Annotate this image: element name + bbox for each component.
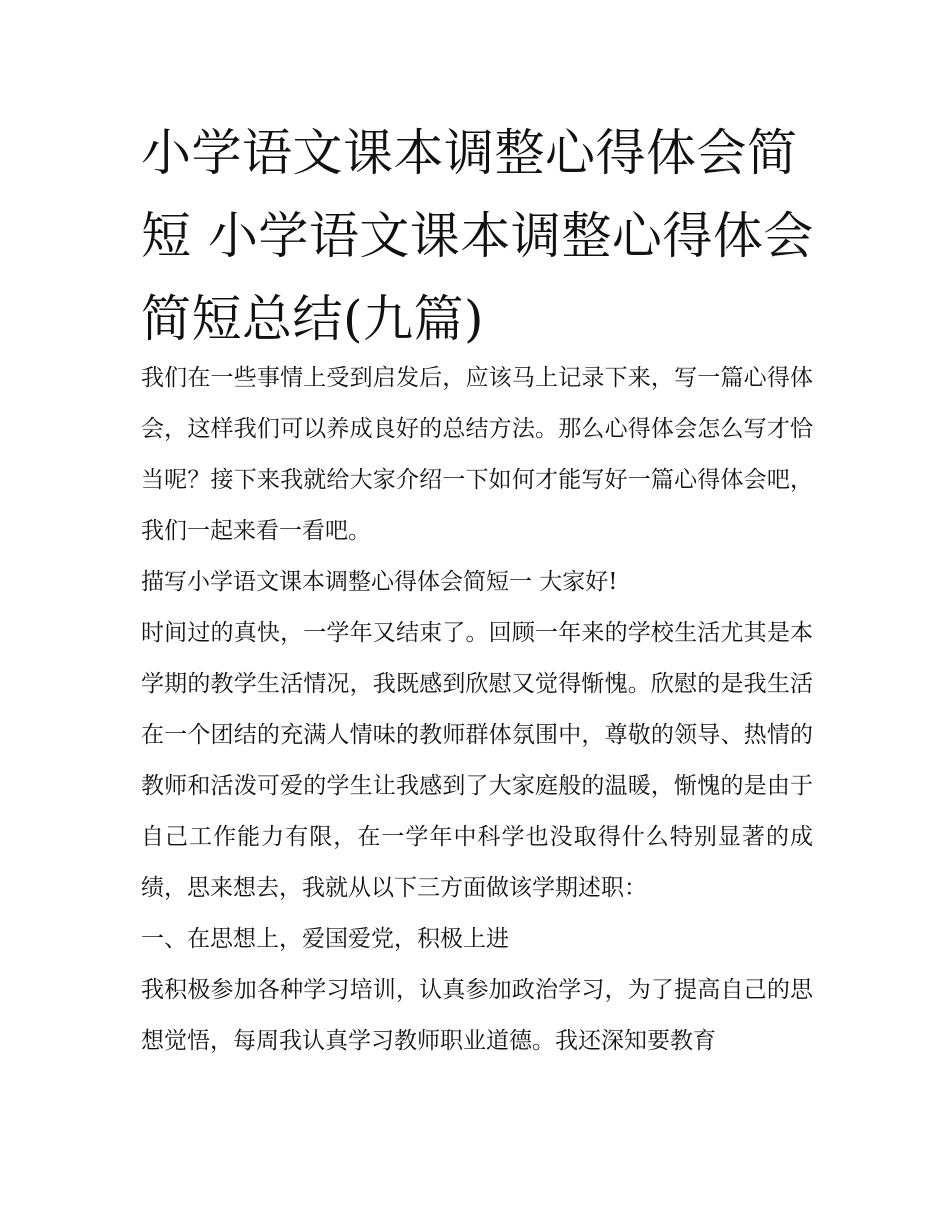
body-paragraph: 时间过的真快，一学年又结束了。回顾一年来的学校生活尤其是本学期的教学生活情况，我既感到欣慰又觉得惭愧。欣慰的是我生活在一个团结的充满人情味的教师群体氛围中，尊敬的领导、热情的教师和活泼可爱的学生让我感到了大家庭般的温暖，惭愧的是由于自己工作能力有限，在一学年中科学也没取得什么特别显著的成绩，思来想去，我就从以下三方面做该学期述职： [141,620,813,901]
section-heading: 描写小学语文课本调整心得体会简短一 大家好! [141,569,618,595]
intro-paragraph: 我们在一些事情上受到启发后，应该马上记录下来，写一篇心得体会，这样我们可以养成良好的总结方法。那么心得体会怎么写才恰当呢？接下来我就给大家介绍一下如何才能写好一篇心得体会吧，我们一起来看一看吧。 [141,365,813,544]
subsection-heading: 一、在思想上，爱国爱党，积极上进 [141,926,509,952]
document-body [141,353,813,1067]
document-title: 小学语文课本调整心得体会简短 小学语文课本调整心得体会简短总结(九篇) [141,124,814,348]
body-paragraph: 我积极参加各种学习培训，认真参加政治学习，为了提高自己的思想觉悟，每周我认真学习教师职业道德。我还深知要教育 [141,977,813,1054]
